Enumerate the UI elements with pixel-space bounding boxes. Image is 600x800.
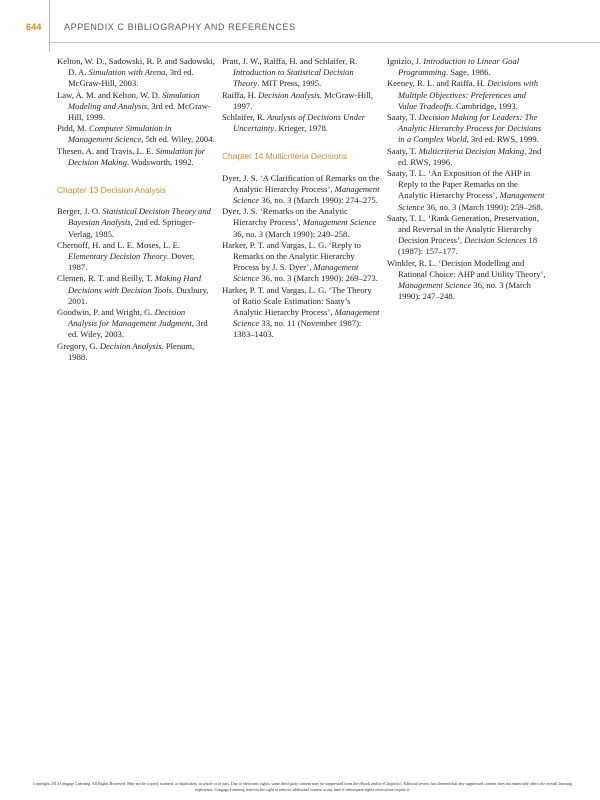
reference-entry: Gregory, G. Decision Analysis. Plenum, 1988. — [57, 340, 195, 362]
page-number: 644 — [26, 22, 42, 32]
chapter-heading: Chapter 13 Decision Analysis — [57, 185, 166, 196]
reference-entry: Saaty, T. L. ‘Rank Generation, Preservation, and Reversal in the Analytic Hierarchy Decision Process’, Decision Sciences 18 (1987): 157–177. — [387, 212, 539, 257]
reference-entry: Saaty, T. Decision Making for Leaders: The Analytic Hierarchy Process for Decisions in a Complex World, 3rd ed. RWS, 1999. — [387, 112, 542, 145]
running-head: APPENDIX C BIBLIOGRAPHY AND REFERENCES — [64, 22, 296, 32]
bibliography-column-1 — [57, 56, 215, 363]
reference-entry: Harker, P. T. and Vargas, L. G. ‘The Theory of Ratio Scale Estimation: Saaty’s Analytic Hierarchy Process’, Management Science 33, no. 11 (November 1987): 1383–1403. — [222, 284, 380, 340]
reference-entry: Schlaifer, R. Analysis of Decisions Under Uncertainty. Krieger, 1978. — [222, 112, 366, 134]
reference-entry: Berger, J. O. Statistical Decision Theory and Bayesian Analysis, 2nd ed. Springer-Verlag, 1985. — [57, 206, 211, 239]
bibliography-column-2 — [222, 56, 380, 341]
reference-entry: Goodwin, P. and Wright, G. Decision Analysis for Management Judgment, 3rd ed. Wiley, 2003. — [57, 307, 208, 340]
bibliography-column-3 — [387, 56, 547, 302]
reference-entry: Pratt, J. W., Raiffa, H. and Schlaifer, R. Introduction to Statistical Decision Theory. MIT Press, 1995. — [222, 56, 358, 89]
reference-entry: Dyer, J. S. ‘Remarks on the Analytic Hierarchy Process’, Management Science 36, no. 3 (March 1990): 249–258. — [222, 206, 377, 239]
reference-entry: Law, A. M. and Kelton, W. D. Simulation Modeling and Analysis, 3rd ed. McGraw-Hill, 1999. — [57, 89, 211, 123]
reference-entry: Dyer, J. S. ‘A Clarification of Remarks on the Analytic Hierarchy Process’, Management Science 36, no. 3 (March 1990): 274–275. — [222, 172, 380, 206]
reference-entry: Ignizio, J. Introduction to Linear Goal Programming. Sage, 1986. — [387, 56, 520, 78]
reference-entry: Chernoff, H. and L. E. Moses, L. E. Elementary Decision Theory. Dover, 1987. — [57, 239, 195, 273]
reference-entry: Raiffa, H. Decision Analysis. McGraw-Hill, 1997. — [222, 89, 374, 111]
reference-entry: Kelton, W. D., Sadowski, R. P. and Sadowski, D. A. Simulation with Arena, 3rd ed. McGraw-Hill, 2003. — [57, 56, 215, 89]
reference-entry: Saaty, T. Multicriteria Decision Making, 2nd ed. RWS, 1996. — [387, 145, 542, 167]
page-header — [0, 0, 600, 52]
copyright-footer: Copyright 2014 Cengage Learning. All Rights Reserved. May not be copied, scanned, or duplicated, in whole or in part. Due to electronic rights, some third party content may be suppressed from the eBook and/or eChapter(s). Editorial review has deemed that any suppressed content does not materially affect the overall learning experience. Cengage Learning reserves the right to remove additional content at any time if subsequent rights restrictions require it. — [33, 781, 572, 792]
reference-entry: Clemen, R. T. and Reilly, T. Making Hard Decisions with Decision Tools. Duxbury, 2001. — [57, 273, 209, 306]
chapter-heading: Chapter 14 Multicriteria Decisions — [222, 151, 348, 162]
reference-entry: Saaty, T. L. ‘An Exposition of the AHP in Reply to the Paper Remarks on the Analytic Hierarchy Process’, Management Science 36, no. 3 (March 1990): 259–268. — [387, 168, 545, 212]
reference-entry: Thesen, A. and Travis, L. E. Simulation for Decision Making. Wadsworth, 1992. — [57, 145, 206, 167]
reference-entry: Winkler, R. L. ‘Decision Modelling and Rational Choice: AHP and Utility Theory’, Management Science 36, no. 3 (March 1990): 247–248. — [387, 257, 546, 302]
reference-entry: Keeney, R. L. and Raiffa, H. Decisions with Multiple Objectives: Preferences and Value Tradeoffs. Cambridge, 1993. — [387, 78, 539, 111]
header-vertical-rule — [49, 0, 50, 52]
header-horizontal-rule — [49, 42, 600, 43]
reference-entry: Harker, P. T. and Vargas, L. G. ‘Reply to Remarks on the Analytic Hierarchy Process by J. S. Dyer’, Management Science 36, no. 3 (March 1990): 269–273. — [222, 239, 378, 284]
reference-entry: Pidd, M. Computer Simulation in Management Science, 5th ed. Wiley, 2004. — [57, 123, 215, 145]
